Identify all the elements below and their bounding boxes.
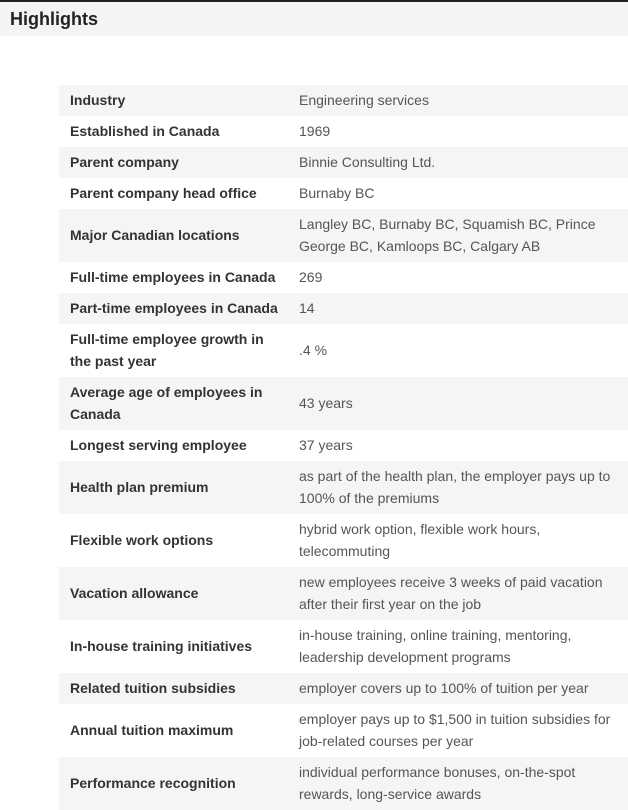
table-row	[59, 147, 628, 178]
row-label: Part-time employees in Canada	[70, 299, 278, 316]
row-value: as part of the health plan, the employer pays up to 100% of the premiums	[299, 468, 611, 506]
table-row	[59, 262, 628, 293]
row-label: Related tuition subsidies	[70, 679, 236, 696]
table-row	[59, 704, 628, 757]
row-label: Industry	[70, 91, 126, 108]
row-value: 269	[299, 268, 323, 285]
table-row	[59, 757, 628, 810]
highlights-table	[59, 85, 628, 810]
table-row	[59, 293, 628, 324]
row-label: Full-time employees in Canada	[70, 268, 276, 285]
row-value: 14	[299, 299, 315, 316]
table-row	[59, 209, 628, 262]
row-value: 43 years	[299, 394, 353, 411]
row-label: Established in Canada	[70, 122, 220, 139]
row-value: hybrid work option, flexible work hours, telecommuting	[299, 521, 541, 559]
row-value: 37 years	[299, 436, 353, 453]
table-row	[59, 620, 628, 673]
table-row	[59, 673, 628, 704]
row-label: Flexible work options	[70, 531, 214, 548]
page-title: Highlights	[10, 9, 98, 29]
table-row	[59, 178, 628, 209]
row-label: Annual tuition maximum	[70, 721, 234, 738]
row-label: Parent company	[70, 153, 179, 170]
row-value: Burnaby BC	[299, 184, 375, 201]
row-value: individual performance bonuses, on-the-spot rewards, long-service awards	[299, 764, 576, 802]
table-row	[59, 430, 628, 461]
row-value: employer covers up to 100% of tuition per year	[299, 679, 589, 696]
row-value: Engineering services	[299, 91, 429, 108]
row-label: Full-time employee growth in the past year	[70, 331, 264, 369]
table-row	[59, 85, 628, 116]
row-label: Major Canadian locations	[70, 226, 240, 243]
table-row	[59, 116, 628, 147]
row-label: Health plan premium	[70, 478, 209, 495]
row-label: In-house training initiatives	[70, 637, 253, 654]
row-label: Parent company head office	[70, 184, 257, 201]
table-row	[59, 377, 628, 430]
row-value: Langley BC, Burnaby BC, Squamish BC, Prince George BC, Kamloops BC, Calgary AB	[299, 216, 596, 254]
row-label: Longest serving employee	[70, 436, 247, 453]
table-row	[59, 324, 628, 377]
table-row	[59, 514, 628, 567]
highlights-table-container	[59, 85, 628, 810]
row-value: 1969	[299, 122, 331, 139]
row-value: employer pays up to $1,500 in tuition subsidies for job-related courses per year	[299, 711, 611, 749]
row-label: Vacation allowance	[70, 584, 199, 601]
row-value: .4 %	[299, 341, 328, 358]
highlights-header	[0, 0, 628, 36]
table-row	[59, 567, 628, 620]
row-value: Binnie Consulting Ltd.	[299, 153, 436, 170]
row-label: Performance recognition	[70, 774, 236, 791]
row-label: Average age of employees in Canada	[70, 384, 263, 422]
table-row	[59, 461, 628, 514]
row-value: new employees receive 3 weeks of paid vacation after their first year on the job	[299, 574, 603, 612]
row-value: in-house training, online training, mentoring, leadership development programs	[299, 627, 572, 665]
